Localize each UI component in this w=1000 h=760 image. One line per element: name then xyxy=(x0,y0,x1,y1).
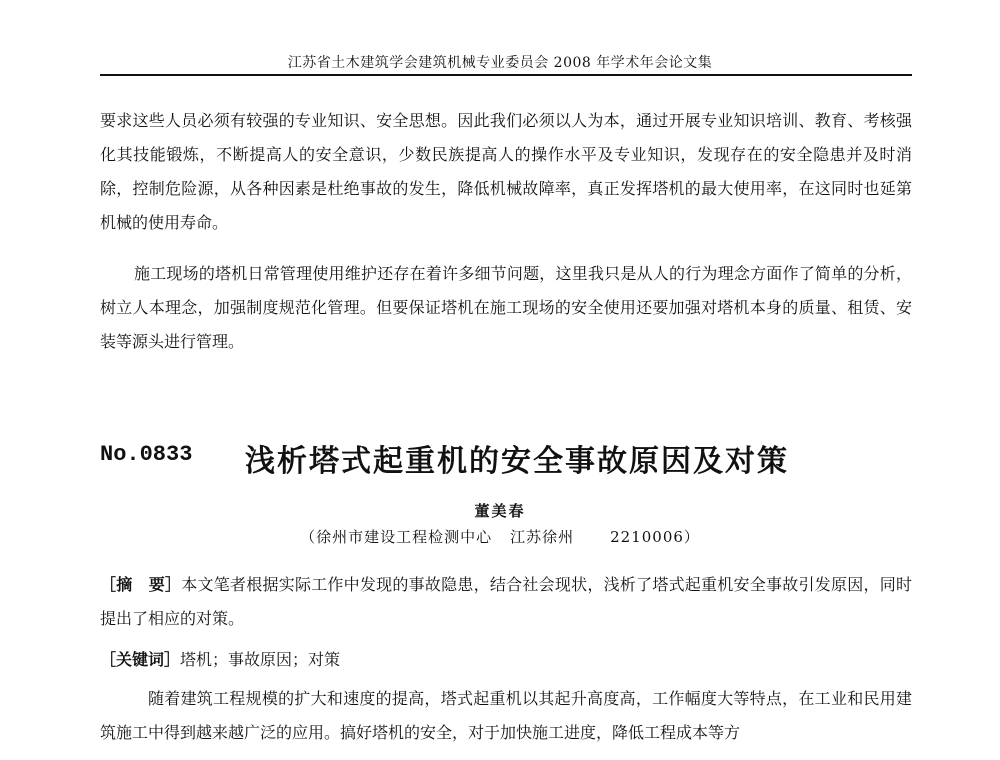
intro-paragraph: 随着建筑工程规模的扩大和速度的提高，塔式起重机以其起升高度高，工作幅度大等特点，在工业和民用建筑施工中得到越来越广泛的应用。搞好塔机的安全，对于加快施工进度，降低工程成本等方 xyxy=(100,689,912,742)
previous-paragraph-1: 要求这些人员必须有较强的专业知识、安全思想。因此我们必须以人为本，通过开展专业知识培训、教育、考核强化其技能锻炼，不断提高人的安全意识，少数民族提高人的操作水平及专业知识，发现存在的安全隐患并及时消除，控制危险源，从各种因素是杜绝事故的发生，降低机械故障率，真正发挥塔机的最大使用率，在这同时也延第机械的使用寿命。 xyxy=(100,111,912,232)
author-name: 董美春 xyxy=(474,502,526,520)
affiliation-postcode: 2210006） xyxy=(610,528,700,546)
abstract-text: 本文笔者根据实际工作中发现的事故隐患，结合社会现状，浅析了塔式起重机安全事故引发原因，同时提出了相应的对策。 xyxy=(100,575,912,628)
keywords xyxy=(100,645,340,675)
affiliation xyxy=(0,526,1000,547)
running-header: 江苏省土木建筑学会建筑机械专业委员会 2008 年学术年会论文集 xyxy=(287,55,713,71)
affiliation-city: 江苏徐州 xyxy=(510,528,575,546)
paper-number: No.0833 xyxy=(100,442,193,467)
keywords-label: ［关键词］ xyxy=(100,650,181,669)
abstract xyxy=(100,568,912,636)
header-rule xyxy=(100,74,912,76)
keywords-text: 塔机；事故原因；对策 xyxy=(180,650,341,669)
paper-title: 浅析塔式起重机的安全事故原因及对策 xyxy=(245,444,789,479)
previous-paragraph-2: 施工现场的塔机日常管理使用维护还存在着许多细节问题，这里我只是从人的行为理念方面作了简单的分析，树立人本理念，加强制度规范化管理。但要保证塔机在施工现场的安全使用还要加强对塔机本身的质量、租赁、安装等源头进行管理。 xyxy=(100,264,912,351)
affiliation-org: （徐州市建设工程检测中心 xyxy=(300,528,493,546)
abstract-label: ［摘 要］ xyxy=(100,575,182,594)
